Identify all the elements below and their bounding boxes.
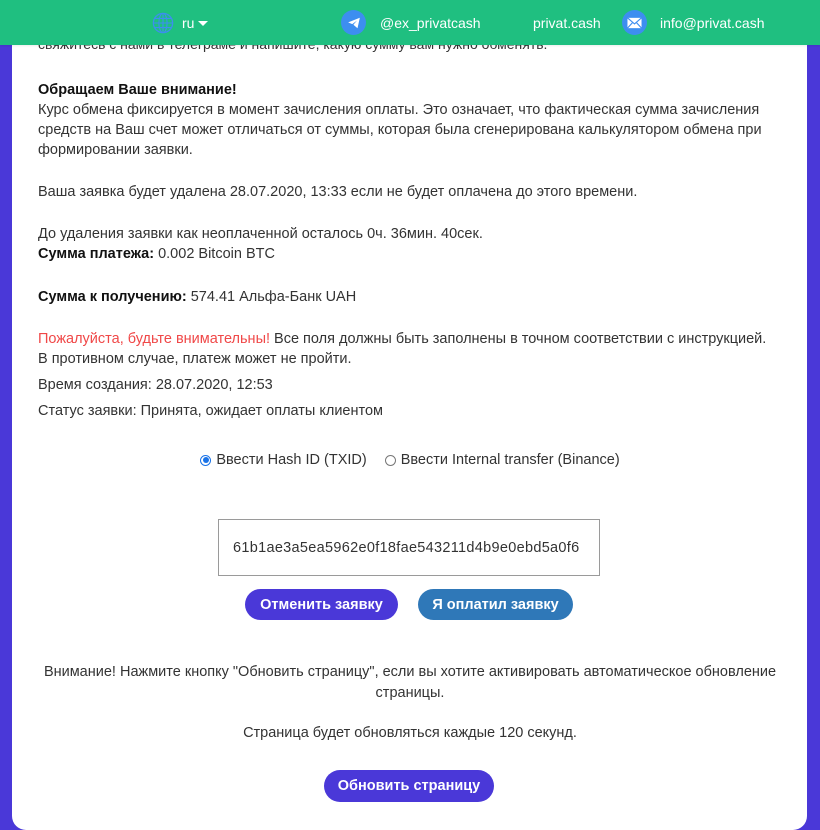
- refresh-interval-text: Страница будет обновляться каждые 120 секунд.: [243, 725, 577, 741]
- time-left: До удаления заявки как неоплаченной осталось 0ч. 36мин. 40сек.: [38, 226, 483, 242]
- paid-order-button[interactable]: Я оплатил заявку: [418, 589, 573, 620]
- radio-hash-id[interactable]: [200, 452, 366, 468]
- top-header: [0, 0, 820, 45]
- radio-unchecked-icon[interactable]: [385, 455, 396, 466]
- attention-text: Курс обмена фиксируется в момент зачисления оплаты. Это означает, что фактическая сумма зачисления средств на Ваш счет может отличаться от суммы, которая была сгенерирована калькулятором обмена при формировании заявки.: [38, 102, 762, 158]
- order-details: [38, 80, 768, 421]
- payment-amount: [38, 244, 768, 264]
- globe-icon: [152, 12, 174, 34]
- caret-down-icon: [198, 21, 208, 26]
- email-link[interactable]: [622, 0, 764, 45]
- receive-label: Сумма к получению:: [38, 289, 187, 305]
- mail-icon: [622, 10, 647, 35]
- order-status: Статус заявки: Принята, ожидает оплаты клиентом: [38, 403, 384, 419]
- attention-title: Обращаем Ваше внимание!: [38, 82, 237, 98]
- radio-internal-transfer[interactable]: [385, 452, 620, 468]
- receive-amount: [38, 287, 768, 307]
- site-link[interactable]: privat.cash: [533, 14, 601, 31]
- input-type-radio-group: [0, 452, 820, 468]
- warning-highlight: Пожалуйста, будьте внимательны!: [38, 331, 271, 347]
- auto-refresh-notice: Внимание! Нажмите кнопку "Обновить страницу", если вы хотите активировать автоматическое обновление страницы.: [43, 664, 777, 701]
- hash-id-input[interactable]: 61b1ae3a5ea5962e0f18fae543211d4b9e0ebd5a0f6: [218, 519, 600, 576]
- deletion-notice: Ваша заявка будет удалена 28.07.2020, 13:33 если не будет оплачена до этого времени.: [38, 184, 638, 200]
- payment-label: Сумма платежа:: [38, 246, 155, 262]
- email-address: info@privat.cash: [660, 14, 765, 31]
- created-time: Время создания: 28.07.2020, 12:53: [38, 377, 273, 393]
- telegram-handle: @ex_privatcash: [380, 14, 481, 31]
- receive-value: 574.41 Альфа-Банк UAH: [190, 289, 357, 305]
- cancel-order-button[interactable]: Отменить заявку: [245, 589, 398, 620]
- telegram-link[interactable]: [341, 0, 481, 45]
- warning-message: [38, 329, 768, 369]
- language-selector[interactable]: [152, 0, 208, 45]
- language-label: ru: [182, 14, 195, 31]
- telegram-icon: [341, 10, 366, 35]
- refresh-page-button[interactable]: Обновить страницу: [324, 770, 494, 802]
- radio-hash-id-label: Ввести Hash ID (TXID): [216, 452, 367, 468]
- payment-value: 0.002 Bitcoin BTC: [158, 246, 275, 262]
- radio-internal-transfer-label: Ввести Internal transfer (Binance): [400, 452, 620, 468]
- warning-text: Все поля должны быть заполнены в точном соответствии с инструкцией. В противном случае, платеж может не пройти.: [38, 331, 767, 367]
- radio-checked-icon[interactable]: [200, 455, 211, 466]
